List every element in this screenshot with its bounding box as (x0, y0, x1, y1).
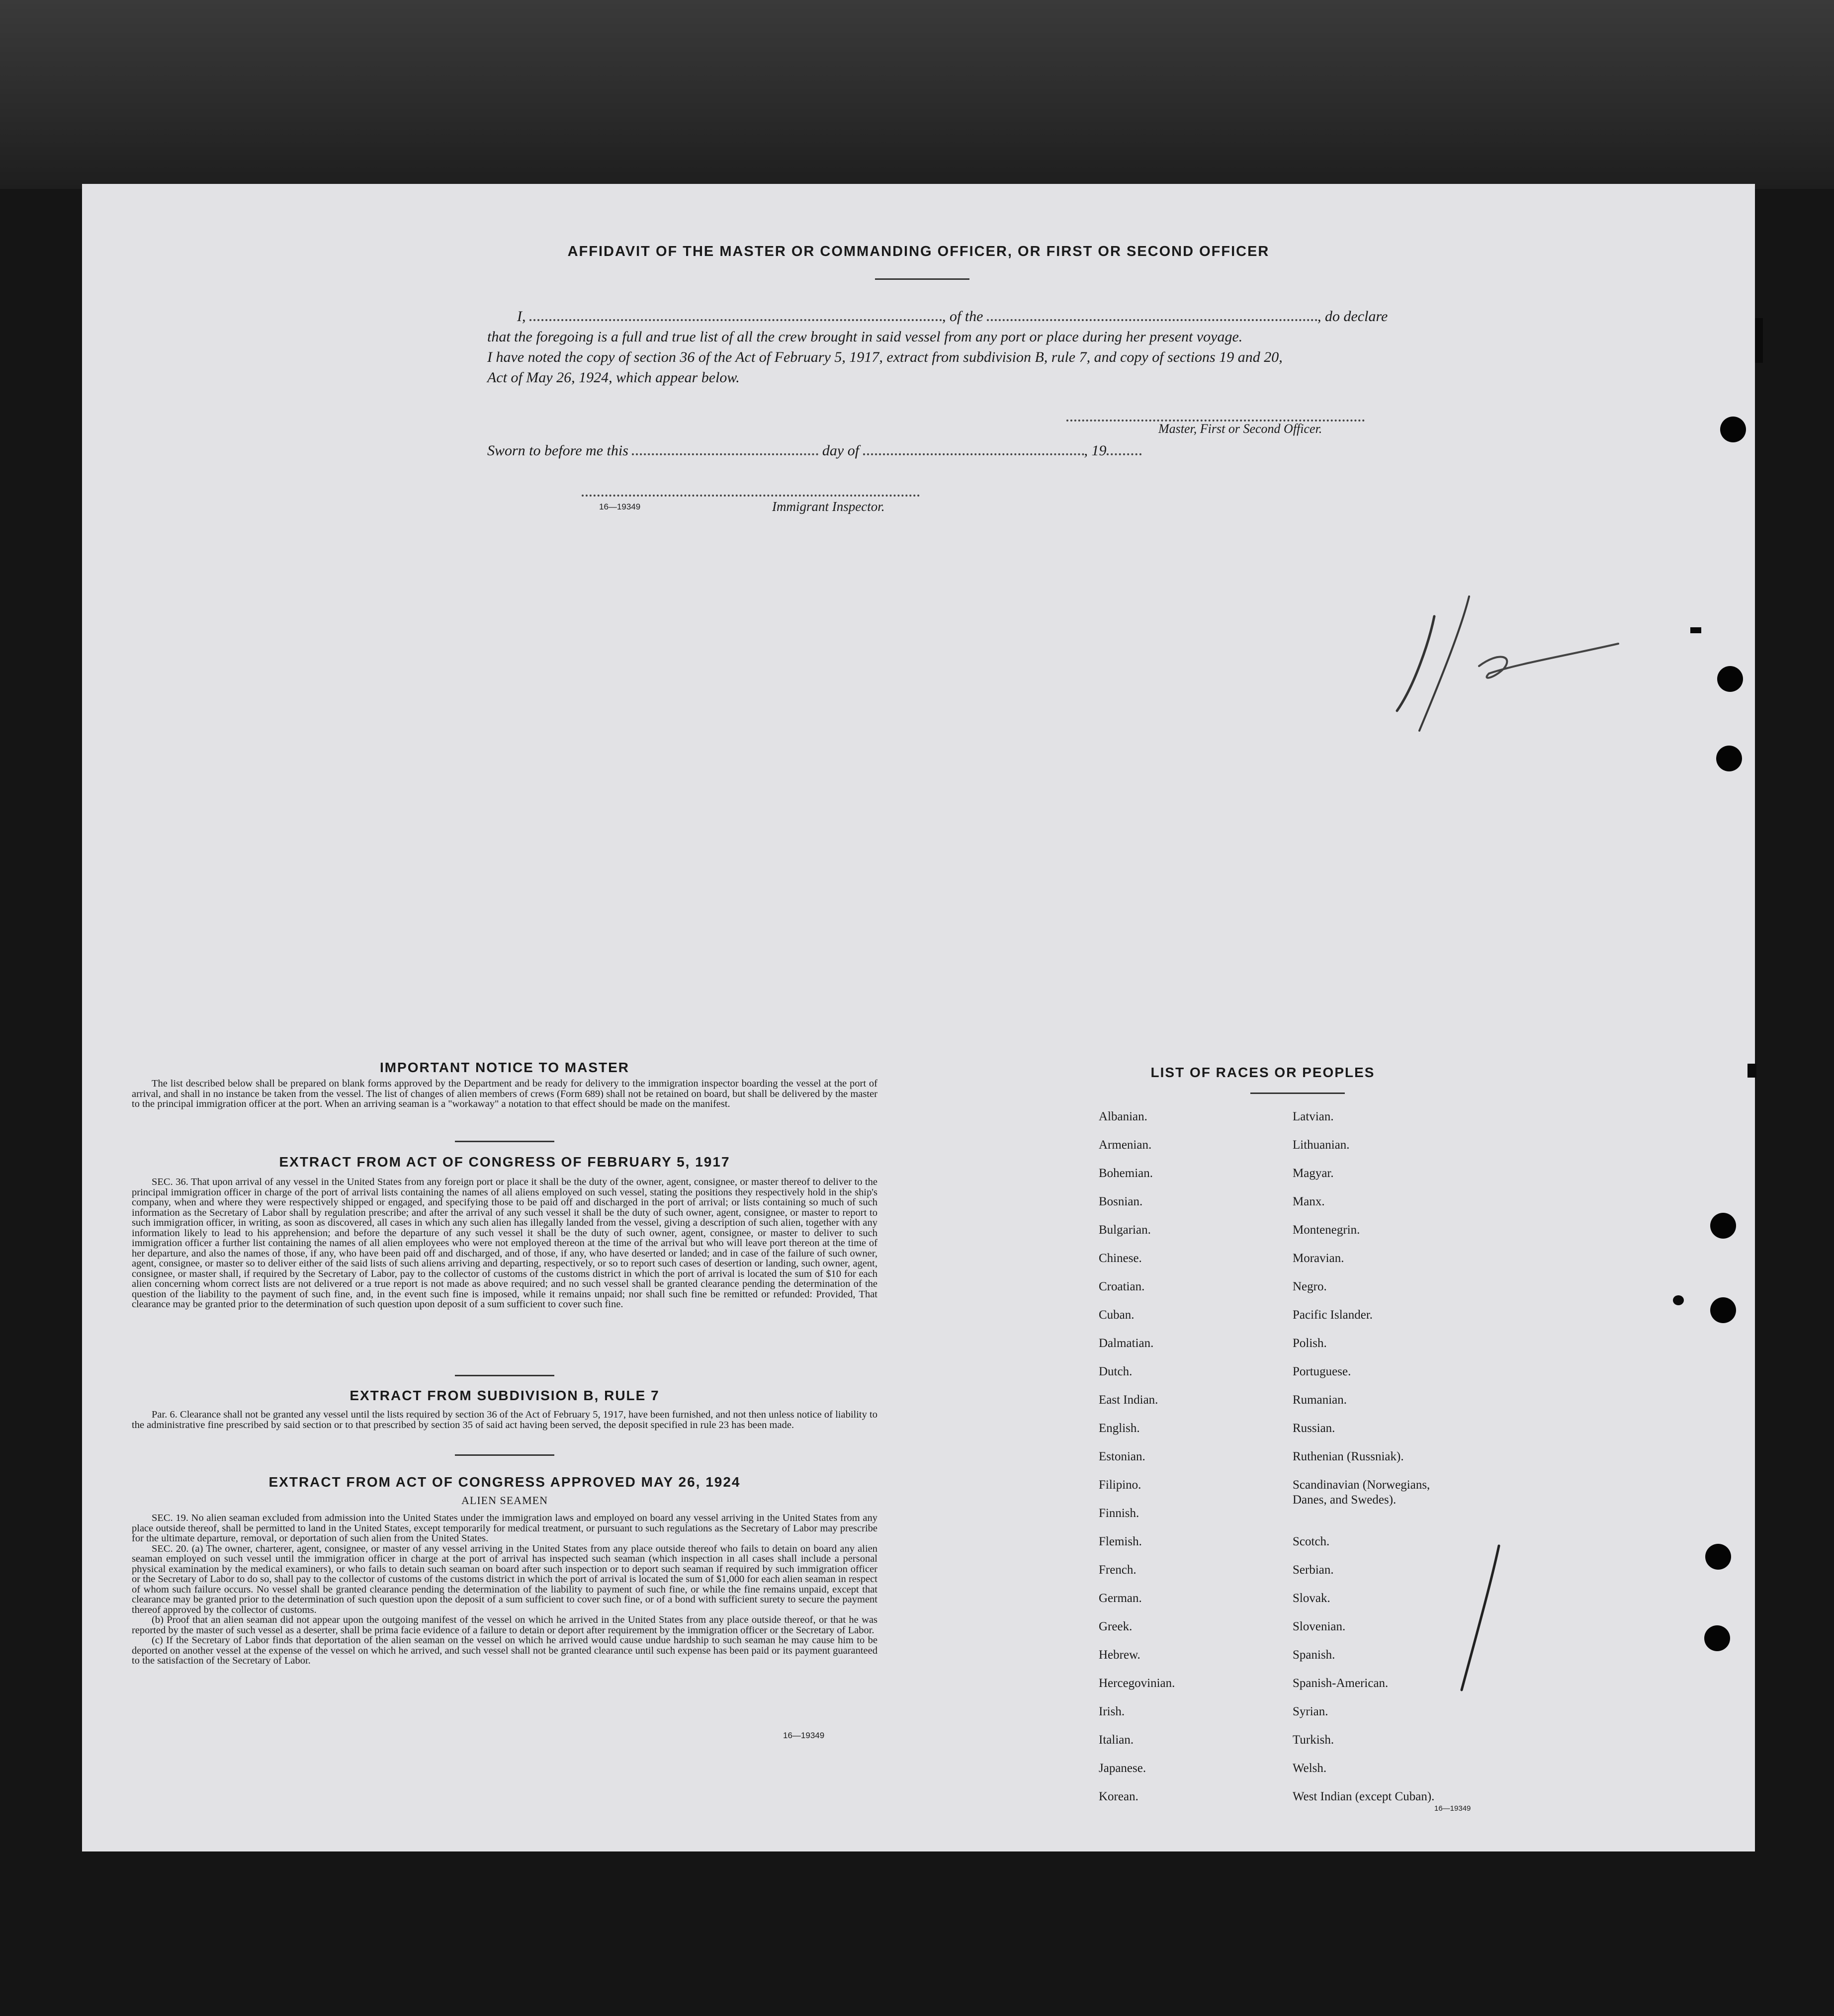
races-title: LIST OF RACES OR PEOPLES (1150, 1065, 1375, 1080)
sec-20c-text: (c) If the Secretary of Labor finds that deportation of the alien seaman on the vessel on which he arrived would cause undue hardship to such seaman he may cause him to be deported on another vessel at the expense of the vessel on which he arrived, and such vessel shall not be granted clearance until such expense has been paid or its payment guaranteed to the satisfaction of the Secretary of Labor. (132, 1635, 877, 1666)
race-item: Bohemian. (1099, 1167, 1153, 1180)
race-item: Spanish. (1293, 1648, 1335, 1662)
alien-seamen-subtitle: ALIEN SEAMEN (461, 1494, 548, 1507)
sworn-month-blank[interactable] (863, 453, 1084, 455)
race-item: Polish. (1293, 1337, 1327, 1350)
notice-text: The list described below shall be prepared on blank forms approved by the Department and be ready for delivery to the immigration inspector boarding the vessel at the port of arrival, and shall in no instance be taken from the vessel. The list of changes of alien members of crews (Form 689) shall not be retained on board, but shall be delivered by the master to the principal immigration officer at the port. When an arriving seaman is a "workaway" a notation to that effect should be made on the manifest. (132, 1078, 877, 1109)
edge-tear (1755, 318, 1763, 363)
race-item: Irish. (1099, 1705, 1125, 1718)
race-item: West Indian (except Cuban). (1293, 1790, 1435, 1803)
race-item: Montenegrin. (1293, 1223, 1360, 1237)
affidavit-form-code: 16—19349 (599, 502, 641, 511)
race-item: Ruthenian (Russniak). (1293, 1450, 1404, 1463)
race-item: Bulgarian. (1099, 1223, 1151, 1237)
binder-hole (1716, 746, 1742, 771)
sworn-day-of: day of (822, 442, 860, 459)
race-item: Filipino. (1099, 1478, 1141, 1492)
rule-7-title: EXTRACT FROM SUBDIVISION B, RULE 7 (349, 1388, 660, 1403)
sworn-year-blank[interactable] (1107, 453, 1141, 455)
extract-1917-divider (455, 1375, 554, 1376)
extract-1924-title: EXTRACT FROM ACT OF CONGRESS APPROVED MAY 26, 1924 (268, 1474, 741, 1490)
binder-hole (1710, 1213, 1736, 1239)
par-6-text: Par. 6. Clearance shall not be granted any vessel until the lists required by section 36 of the Act of February 5, 1917, have been furnished, and not then unless notice of liability to the administrative fine prescribed by said section or to that prescribed by section 35 of said act having been served, the deposit specified in rule 23 has been made. (132, 1409, 877, 1430)
race-item: German. (1099, 1592, 1142, 1605)
race-item: Korean. (1099, 1790, 1138, 1803)
race-item: French. (1099, 1563, 1136, 1577)
notice-body (132, 1079, 877, 1109)
extract-1917-body (132, 1177, 877, 1310)
affidavit-title: AFFIDAVIT OF THE MASTER OR COMMANDING OFFICER, OR FIRST OR SECOND OFFICER (567, 244, 1270, 259)
race-item: Lithuanian. (1293, 1138, 1350, 1152)
notice-title: IMPORTANT NOTICE TO MASTER (379, 1060, 630, 1075)
affidavit-line-4: Act of May 26, 1924, which appear below. (487, 369, 740, 386)
race-item: Scotch. (1293, 1535, 1330, 1548)
inspector-signature-line[interactable] (582, 495, 920, 497)
sec-20a-text: SEC. 20. (a) The owner, charterer, agent, consignee, or master of any vessel arriving in the United States from any place outside thereof who fails to detain on board any alien seaman employed on such vessel until the immigration officer in charge at the port of arrival has inspected such seaman (which inspection in all cases shall include a personal physical examination by the medical examiners), or who fails to detain such seaman on board after such inspection or to deport such seaman if required by such immigration officer or the Secretary of Labor to do so, shall pay to the collector of customs of the customs district in which the port of arrival is located the sum of $1,000 for each alien seaman in respect of whom such failure occurs. No vessel shall be granted clearance pending the determination of the liability to payment of such fine, or while the fine remains unpaid, except that clearance may be granted prior to the determination of such question upon the deposit of a sum sufficient to cover such fine, or of a bond with sufficient surety to secure the payment thereof approved by the collector of customs. (132, 1543, 877, 1615)
sec-20b-text: (b) Proof that an alien seaman did not appear upon the outgoing manifest of the vessel on which he arrived in the United States from any place outside thereof, or that he was reported by the master of such vessel as a deserter, shall be prima facie evidence of a failure to detain or deport after requirement by the immigration officer or the Secretary of Labor. (132, 1614, 877, 1636)
extract-1917-title: EXTRACT FROM ACT OF CONGRESS OF FEBRUARY 5, 1917 (279, 1154, 730, 1170)
affidavit-statement (487, 306, 1501, 388)
race-item: Greek. (1099, 1620, 1133, 1633)
name-blank[interactable] (529, 319, 942, 321)
race-item: Armenian. (1099, 1138, 1152, 1152)
handwritten-marks (1355, 587, 1703, 765)
race-item: Finnish. (1099, 1507, 1139, 1520)
race-item: Rumanian. (1293, 1393, 1347, 1407)
scanner-background (0, 0, 1834, 189)
edge-mark (1690, 627, 1701, 633)
sec-36-text: SEC. 36. That upon arrival of any vessel in the United States from any foreign port or place it shall be the duty of the owner, agent, consignee, or master thereof to deliver to the principal immigration officer in charge of the port of arrival lists containing the names of all aliens employed on such vessel, stating the positions they respectively hold in the ship's company, when and where they were respectively shipped or engaged, and specifying those to be paid off and discharged in the port of arrival; or lists containing so much of such information as the Secretary of Labor shall by regulation prescribe; and after the arrival of any such vessel it shall be the duty of such owner, agent, consignee, or master to report to such immigration officer, in writing, as soon as discovered, all cases in which any such alien has illegally landed from the vessel, giving a description of such alien, together with any information likely to lead to his apprehension; and before the departure of any such vessel it shall be the duty of such owner, agent, consignee, or master to deliver to such immigration officer a further list containing the names of all alien employees who were not employed thereon at the time of the arrival but who will leave port thereon at the time of her departure, and also the names of those, if any, who have been paid off and discharged, and of those, if any, who have deserted or landed; and in case of the failure of such owner, agent, consignee, or master so to deliver either of the said lists of such aliens arriving and departing, respectively, or so to report such cases of desertion or landing, such owner, agent, consignee, or master shall, if required by the Secretary of Labor, pay to the collector of customs of the customs district in which the port of arrival is located the sum of $10 for each alien concerning whom correct lists are not delivered or a true report is not made as above required; and no such vessel shall be granted clearance pending the determination of the question of the liability to the payment of such fine, and, in the event such fine is imposed, while it remains unpaid; nor shall such fine be remitted or refunded: Provided, That clearance may be granted prior to the determination of such question upon deposit of a sum sufficient to cover such fine. (132, 1176, 877, 1310)
race-item: East Indian. (1099, 1393, 1158, 1407)
race-item: Russian. (1293, 1422, 1335, 1435)
race-item: Turkish. (1293, 1733, 1334, 1747)
handwritten-check-mark (1444, 1541, 1514, 1700)
race-item: Japanese. (1099, 1762, 1146, 1775)
sworn-year-prefix: , 19 (1084, 442, 1107, 459)
binder-hole (1704, 1625, 1730, 1651)
sworn-day-blank[interactable] (632, 453, 818, 455)
race-item: Albanian. (1099, 1110, 1147, 1123)
race-item: Dalmatian. (1099, 1337, 1154, 1350)
binder-hole (1717, 666, 1743, 692)
rule-7-divider (455, 1454, 554, 1456)
sworn-line (487, 442, 1141, 459)
race-item: Manx. (1293, 1195, 1325, 1208)
sec-19-text: SEC. 19. No alien seaman excluded from admission into the United States under the immigration laws and employed on board any vessel arriving in the United States from any place outside thereof, shall be permitted to land in the United States, except temporarily for medical treatment, or pursuant to such regulations as the Secretary of Labor may prescribe for the ultimate departure, removal, or deportation of such alien from the United States. (132, 1512, 877, 1544)
race-item: Serbian. (1293, 1563, 1334, 1577)
race-item: Syrian. (1293, 1705, 1328, 1718)
race-item: Negro. (1293, 1280, 1327, 1293)
race-item: Slovenian. (1293, 1620, 1346, 1633)
race-item: Moravian. (1293, 1252, 1344, 1265)
race-item: Spanish-American. (1293, 1677, 1389, 1690)
race-item: Scandinavian (Norwegians, Danes, and Swedes). (1293, 1478, 1430, 1507)
race-item: Croatian. (1099, 1280, 1145, 1293)
binder-hole (1710, 1297, 1736, 1323)
race-item: Latvian. (1293, 1110, 1334, 1123)
notice-divider (455, 1141, 554, 1142)
race-item: Hercegovinian. (1099, 1677, 1175, 1690)
binder-hole (1720, 417, 1746, 442)
race-item: Pacific Islander. (1293, 1308, 1373, 1322)
binder-hole (1705, 1544, 1731, 1570)
race-item: Bosnian. (1099, 1195, 1143, 1208)
race-item: Magyar. (1293, 1167, 1334, 1180)
vessel-blank[interactable] (987, 319, 1317, 321)
edge-mark (1673, 1295, 1684, 1305)
affidavit-declare: , do declare (1317, 308, 1388, 325)
affidavit-line-3: I have noted the copy of section 36 of the Act of February 5, 1917, extract from subdivision B, rule 7, and copy of sections 19 and 20, (487, 349, 1283, 365)
race-item: Portuguese. (1293, 1365, 1351, 1378)
extract-form-code: 16—19349 (783, 1731, 825, 1740)
race-item: Chinese. (1099, 1252, 1142, 1265)
race-item: Welsh. (1293, 1762, 1327, 1775)
race-item: Slovak. (1293, 1592, 1330, 1605)
race-item: Hebrew. (1099, 1648, 1140, 1662)
master-signature-caption: Master, First or Second Officer. (1158, 421, 1322, 436)
races-divider (1250, 1092, 1345, 1094)
affidavit-line-2: that the foregoing is a full and true list of all the crew brought in said vessel from any port or place during her present voyage. (487, 329, 1243, 345)
affidavit-of-the: , of the (942, 308, 983, 325)
affidavit-i: I, (517, 308, 526, 325)
races-form-code: 16—19349 (1434, 1804, 1471, 1813)
race-item: Cuban. (1099, 1308, 1135, 1322)
race-item: English. (1099, 1422, 1140, 1435)
race-item: Flemish. (1099, 1535, 1142, 1548)
sworn-text: Sworn to before me this (487, 442, 628, 459)
title-divider (875, 278, 969, 280)
race-item: Italian. (1099, 1733, 1134, 1747)
edge-mark (1747, 1064, 1756, 1078)
race-item: Dutch. (1099, 1365, 1133, 1378)
extract-1924-body (132, 1513, 877, 1666)
inspector-signature-caption: Immigrant Inspector. (772, 499, 885, 514)
race-item: Estonian. (1099, 1450, 1145, 1463)
form-page (82, 184, 1755, 1851)
rule-7-body (132, 1410, 877, 1430)
